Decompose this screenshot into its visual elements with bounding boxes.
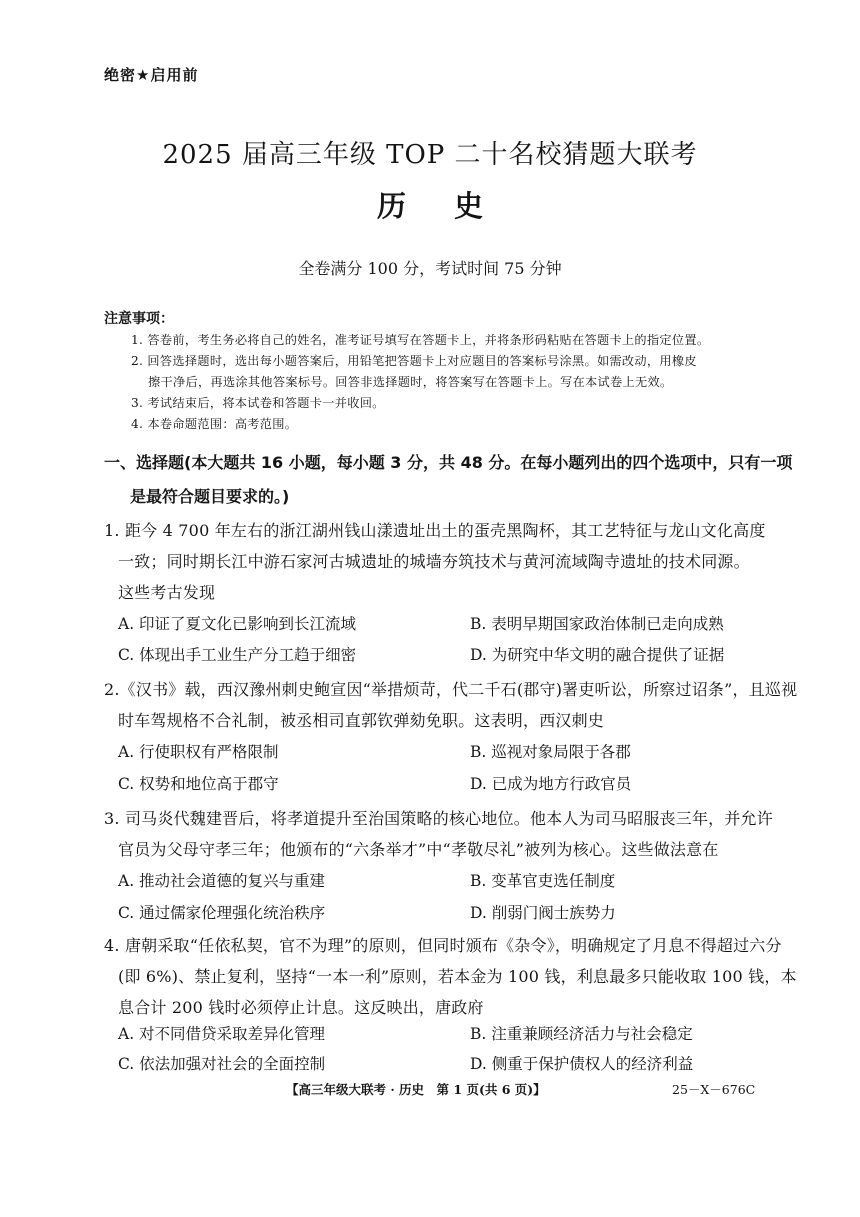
question-3-option-c: C. 通过儒家伦理强化统治秩序 (118, 904, 326, 922)
question-1-option-a: A. 印证了夏文化已影响到长江流域 (118, 615, 357, 633)
page-footer: 【高三年级大联考 · 历史 第 1 页(共 6 页)】 (286, 1082, 546, 1097)
question-4-line: (即 6%)、禁止复利，坚持“一本一利”原则，若本金为 100 钱，利息最多只能收取 100 钱，本 (118, 967, 797, 986)
secret-label: 绝密★启用前 (104, 66, 199, 84)
question-2-option-c: C. 权势和地位高于郡守 (118, 775, 279, 793)
section-heading-continued: 是最符合题目要求的。) (130, 487, 290, 506)
question-3-line: 官员为父母守孝三年；他颁布的“六条举才”中“孝敬尽礼”被列为核心。这些做法意在 (118, 840, 719, 859)
question-2-option-b: B. 巡视对象局限于各郡 (470, 743, 631, 761)
notice-item: 4. 本卷命题范围：高考范围。 (131, 417, 298, 431)
question-1-option-b: B. 表明早期国家政治体制已走向成熟 (470, 615, 724, 633)
question-3-option-b: B. 变革官吏选任制度 (470, 872, 616, 890)
score-info: 全卷满分 100 分，考试时间 75 分钟 (298, 259, 562, 278)
question-4-option-b: B. 注重兼顾经济活力与社会稳定 (470, 1025, 693, 1043)
section-heading: 一、选择题(本大题共 16 小题，每小题 3 分，共 48 分。在每小题列出的四个选项中，只有一项 (104, 453, 793, 472)
question-3-option-a: A. 推动社会道德的复兴与重建 (118, 872, 326, 890)
question-2-option-a: A. 行使职权有严格限制 (118, 743, 279, 761)
question-4-option-a: A. 对不同借贷采取差异化管理 (118, 1025, 326, 1043)
notice-item: 1. 答卷前，考生务必将自己的姓名，准考证号填写在答题卡上，并将条形码粘贴在答题卡上的指定位置。 (131, 333, 710, 347)
notice-item-continued: 擦干净后，再选涂其他答案标号。回答非选择题时，将答案写在答题卡上。写在本试卷上无效。 (148, 375, 673, 389)
question-3-option-d: D. 削弱门阀士族势力 (470, 904, 616, 922)
question-4-line: 息合计 200 钱时必须停止计息。这反映出，唐政府 (118, 998, 484, 1017)
question-1-option-c: C. 体现出手工业生产分工趋于细密 (118, 646, 357, 664)
question-2-option-d: D. 已成为地方行政官员 (470, 775, 632, 793)
paper-code: 25－X－676C (672, 1082, 756, 1097)
subject-char-1: 历 (376, 189, 406, 223)
notice-item: 2. 回答选择题时，选出每小题答案后，用铅笔把答题卡上对应题目的答案标号涂黑。如需改动，用橡皮 (131, 354, 697, 368)
question-4-option-d: D. 侧重于保护债权人的经济利益 (470, 1055, 694, 1073)
notice-item: 3. 考试结束后，将本试卷和答题卡一并收回。 (131, 396, 385, 410)
exam-title: 2025 届高三年级 TOP 二十名校猜题大联考 (162, 140, 698, 170)
question-1-line: 一致；同时期长江中游石家河古城遗址的城墙夯筑技术与黄河流域陶寺遗址的技术同源。 (118, 552, 750, 571)
question-2-line: 2.《汉书》载，西汉豫州刺史鲍宣因“举措烦苛，代二千石(郡守)署吏听讼，所察过诏条”，且巡视 (104, 680, 798, 699)
subject-title (0, 184, 860, 225)
subject-char-2: 史 (454, 189, 484, 223)
question-4-line: 4. 唐朝采取“任依私契，官不为理”的原则，但同时颁布《杂令》，明确规定了月息不得超过六分 (104, 936, 782, 955)
question-1-line: 这些考古发现 (118, 583, 216, 602)
question-4-option-c: C. 依法加强对社会的全面控制 (118, 1055, 326, 1073)
question-2-line: 时车驾规格不合礼制，被丞相司直郭钦弹劾免职。这表明，西汉刺史 (118, 711, 605, 730)
question-3-line: 3. 司马炎代魏建晋后，将孝道提升至治国策略的核心地位。他本人为司马昭服丧三年，并允许 (104, 809, 773, 828)
question-1-option-d: D. 为研究中华文明的融合提供了证据 (470, 646, 725, 664)
question-1-line: 1. 距今 4 700 年左右的浙江湖州钱山漾遗址出土的蛋壳黑陶杯，其工艺特征与龙山文化高度 (104, 521, 766, 540)
notice-heading: 注意事项： (104, 311, 174, 327)
